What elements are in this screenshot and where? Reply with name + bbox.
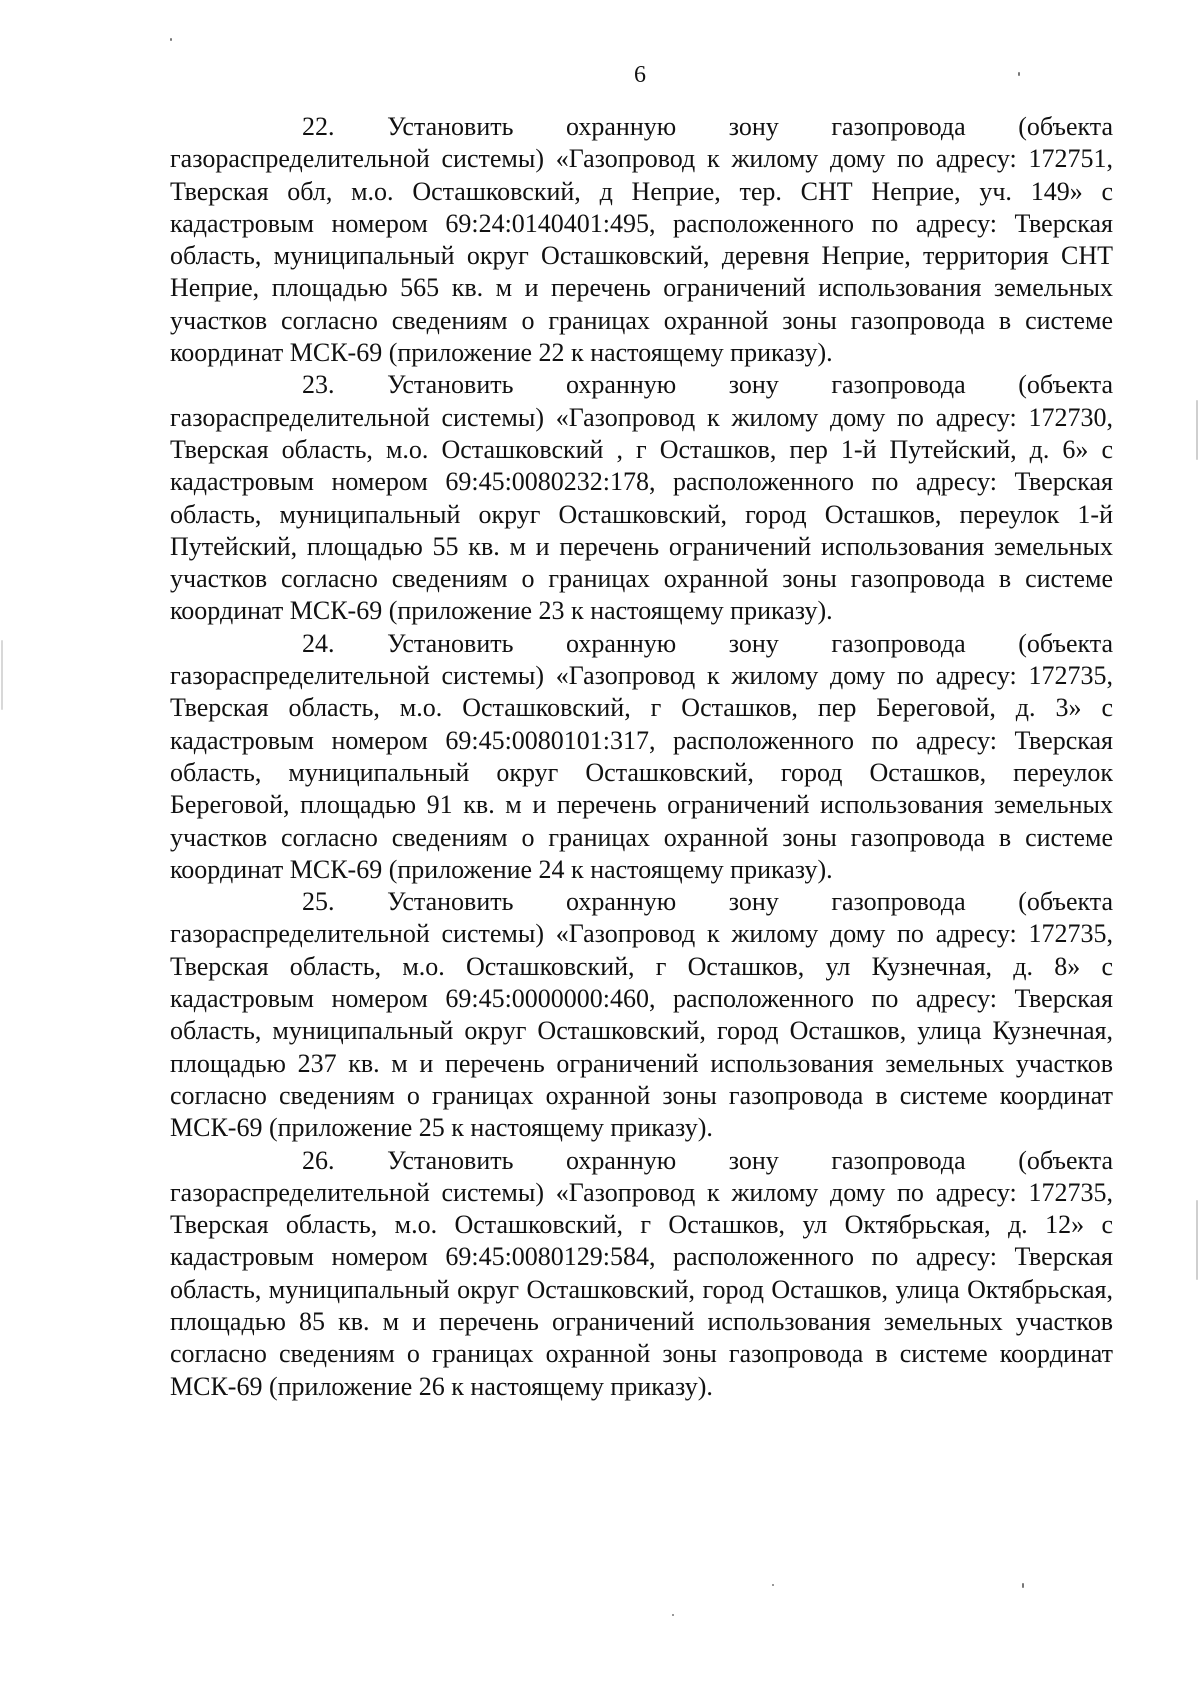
paragraph-text: Установить охранную зону газопровода (объекта газораспределительной системы) «Газопровод к жилому дому по адресу: 172735, Тверская область, м.о. Осташковский, г Осташков, пер Береговой, д. 3» с кадастровым номером 69:45:0080101:317, расположенного по адресу: Тверская область, муниципальный округ Осташковский, город Осташков, переулок Береговой, площадью 91 кв. м и перечень ограничений использования земельных участков согласно сведениям о границах охранной зоны газопровода в системе координат МСК-69 (приложение 24 к настоящему приказу). xyxy=(170,628,1113,884)
paragraph-24 xyxy=(170,628,1113,886)
document-body xyxy=(170,111,1113,1403)
scan-speck xyxy=(1018,72,1020,76)
scan-speck xyxy=(170,38,172,41)
paragraph-25 xyxy=(170,886,1113,1144)
paragraph-text: Установить охранную зону газопровода (объекта газораспределительной системы) «Газопровод к жилому дому по адресу: 172735, Тверская область, м.о. Осташковский, г Осташков, ул Октябрьская, д. 12» с кадастровым номером 69:45:0080129:584, расположенного по адресу: Тверская область, муниципальный округ Осташковский, город Осташков, улица Октябрьская, площадью 85 кв. м и перечень ограничений использования земельных участков согласно сведениям о границах охранной зоны газопровода в системе координат МСК-69 (приложение 26 к настоящему приказу). xyxy=(170,1145,1113,1401)
scan-speck xyxy=(672,1614,674,1616)
paragraph-number: 22. xyxy=(302,112,335,141)
scan-speck xyxy=(1196,400,1198,460)
scan-speck xyxy=(1,640,3,710)
page-number: 6 xyxy=(634,62,646,88)
scan-speck xyxy=(772,1584,774,1586)
paragraph-22 xyxy=(170,111,1113,369)
scan-speck xyxy=(1196,1200,1198,1280)
paragraph-number: 26. xyxy=(302,1145,335,1175)
paragraph-23 xyxy=(170,369,1113,627)
paragraph-26 xyxy=(170,1145,1113,1403)
paragraph-number: 24. xyxy=(302,628,335,658)
paragraph-text: Установить охранную зону газопровода (объекта газораспределительной системы) «Газопровод к жилому дому по адресу: 172730, Тверская область, м.о. Осташковский , г Осташков, пер 1-й Путейский, д. 6» с кадастровым номером 69:45:0080232:178, расположенного по адресу: Тверская область, муниципальный округ Осташковский, город Осташков, переулок 1-й Путейский, площадью 55 кв. м и перечень ограничений использования земельных участков согласно сведениям о границах охранной зоны газопровода в системе координат МСК-69 (приложение 23 к настоящему приказу). xyxy=(170,370,1113,626)
paragraph-text: Установить охранную зону газопровода (объекта газораспределительной системы) «Газопровод к жилому дому по адресу: 172735, Тверская область, м.о. Осташковский, г Осташков, ул Кузнечная, д. 8» с кадастровым номером 69:45:0000000:460, расположенного по адресу: Тверская область, муниципальный округ Осташковский, город Осташков, улица Кузнечная, площадью 237 кв. м и перечень ограничений использования земельных участков согласно сведениям о границах охранной зоны газопровода в системе координат МСК-69 (приложение 25 к настоящему приказу). xyxy=(170,887,1113,1143)
paragraph-number: 23. xyxy=(302,370,335,400)
paragraph-number: 25. xyxy=(302,887,335,917)
paragraph-text: Установить охранную зону газопровода (объекта газораспределительной системы) «Газопровод к жилому дому по адресу: 172751, Тверская обл, м.о. Осташковский, д Неприе, тер. СНТ Неприе, уч. 149» с кадастровым номером 69:24:0140401:495, расположенного по адресу: Тверская область, муниципальный округ Осташковский, деревня Неприе, территория СНТ Неприе, площадью 565 кв. м и перечень ограничений использования земельных участков согласно сведениям о границах охранной зоны газопровода в системе координат МСК-69 (приложение 22 к настоящему приказу). xyxy=(170,112,1113,368)
scan-speck xyxy=(1022,1583,1024,1588)
